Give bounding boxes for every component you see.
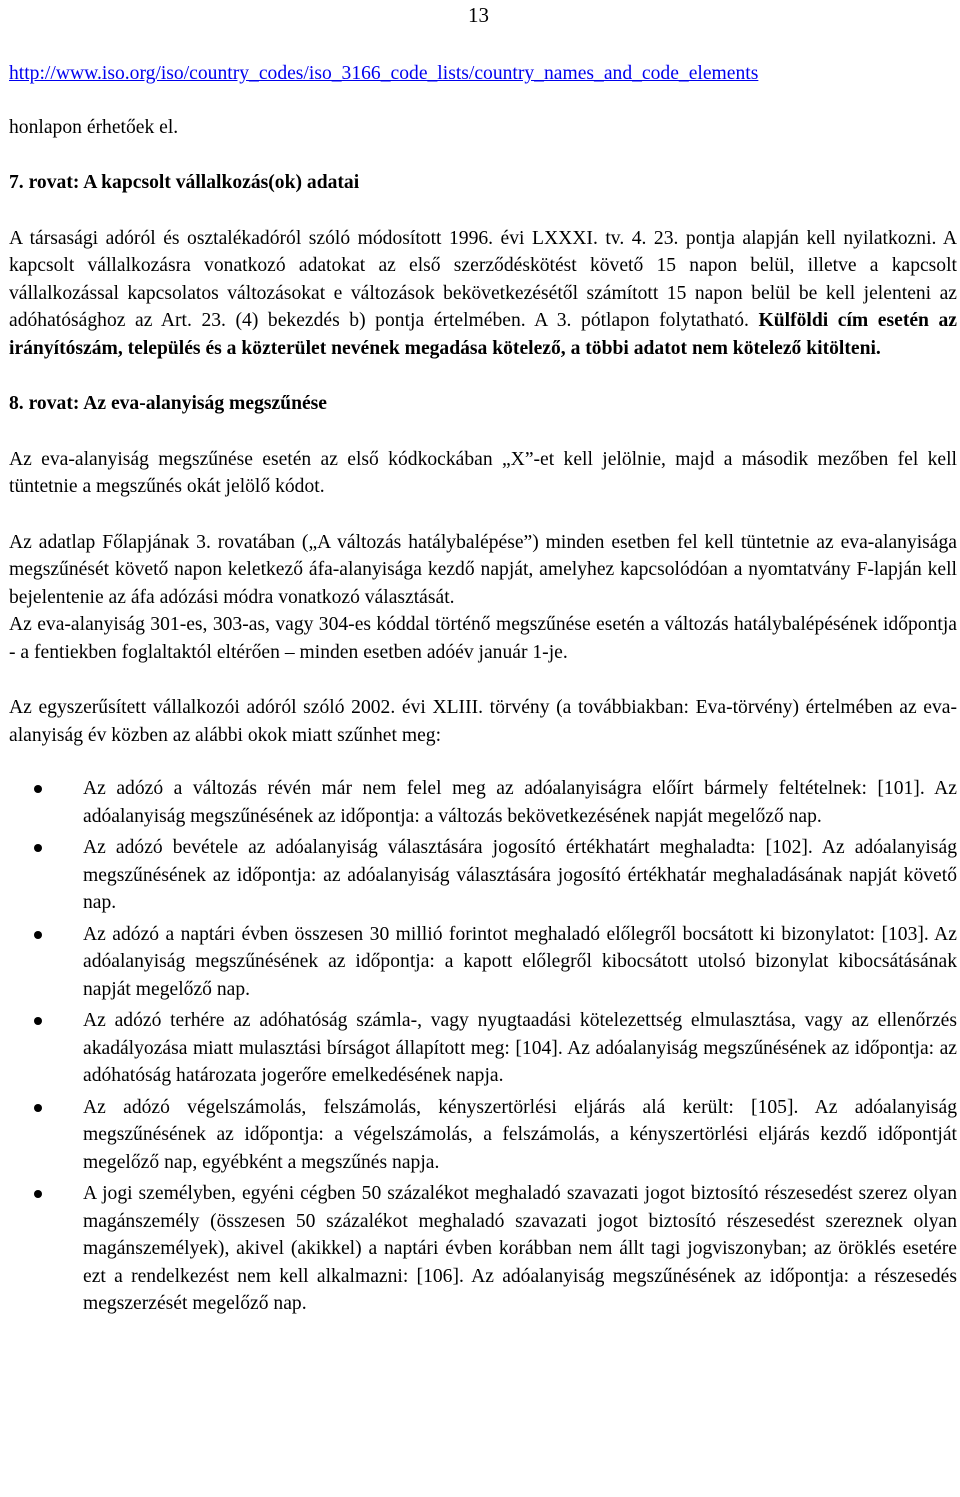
list-item-text: A jogi személyben, egyéni cégben 50 százalékot meghaladó szavazati jogot biztosító részesedést szerez olyan magánszemély (összesen 50 százalékot meghaladó szavazati jogot biztosító részesedést szereznek olyan magánszemélyek), akivel (akikkel) a naptári évben korábban nem állt tagi jogviszonyban; az öröklés esetére ezt a rendelkezést nem kell alkalmazni: [106]. Az adóalanyiság megszűnésének az időpontja: a részesedés megszerzését megelőző nap. bbox=[83, 1183, 957, 1314]
section-7-text: A társasági adóról és osztalékadóról szóló módosított 1996. évi LXXXI. tv. 4. 23. pontja alapján kell nyilatkozni. A kapcsolt vállalkozásra vonatkozó adatokat az első szerződéskötést követő 15 napon belül, illetve a kapcsolt vállalkozással kapcsolatos változásokat e változások bekövetkezésétől számított 15 napon belül be kell jelenteni az adóhatósághoz az Art. 23. (4) bekezdés b) pontja értelmében. A 3. pótlapon folytatható. bbox=[9, 227, 957, 331]
bullet-icon bbox=[34, 1190, 42, 1198]
bullet-icon bbox=[34, 1104, 42, 1112]
bullet-icon bbox=[34, 785, 42, 793]
page-content bbox=[9, 60, 957, 1322]
list-item-text: Az adózó bevétele az adóalanyiság választására jogosító értékhatárt meghaladta: [102]. Az adóalanyiság megszűnésének az időpontja: az adóalanyiság választására jogosító értékhatár meghaladásának napját követő nap. bbox=[83, 837, 957, 913]
bullet-icon bbox=[34, 844, 42, 852]
list-item bbox=[9, 834, 957, 917]
section-8-paragraph-4: Az egyszerűsített vállalkozói adóról szóló 2002. évi XLIII. törvény (a továbbiakban: Eva-törvény) értelmében az eva-alanyiság év közben az alábbi okok miatt szűnhet meg: bbox=[9, 697, 957, 746]
section-7-paragraph bbox=[9, 225, 957, 363]
list-item bbox=[9, 1094, 957, 1177]
list-item bbox=[9, 921, 957, 1004]
section-7-bold-text: Külföldi cím esetén az irányítószám, település és a közterület nevének megadása kötelező, a többi adatot nem kötelező kitölteni. bbox=[9, 310, 957, 359]
bullet-icon bbox=[34, 931, 42, 939]
list-item-text: Az adózó a naptári évben összesen 30 millió forintot meghaladó előlegről bocsátott ki bizonylatot: [103]. Az adóalanyiság megszűnésének az időpontja: a kapott előlegről kibocsátott utolsó bizonylat kibocsátásának napját megelőző nap. bbox=[83, 923, 957, 1000]
bullet-icon bbox=[34, 1017, 42, 1025]
section-8-paragraph-1: Az eva-alanyiság megszűnése esetén az első kódkockában „X”-et kell jelölnie, majd a második mezőben fel kell tüntetnie a megszűnés okát jelölő kódot. bbox=[9, 448, 957, 497]
iso-country-codes-link[interactable]: http://www.iso.org/iso/country_codes/iso_3166_code_lists/country_names_and_code_elements bbox=[9, 63, 759, 84]
list-item bbox=[9, 1007, 957, 1090]
section-8-paragraph-2: Az adatlap Főlapjának 3. rovatában („A változás hatálybalépése”) minden esetben fel kell tüntetnie az eva-alanyisága megszűnését követő napon keletkező áfa-alanyisága kezdő napját, amelyhez kapcsolódóan a nyomtatvány F-lapján kell bejelentenie az áfa adózási módra vonatkozó választását. bbox=[9, 531, 957, 608]
list-item-text: Az adózó végelszámolás, felszámolás, kényszertörlési eljárás alá került: [105]. Az adóalanyiság megszűnésének az időpontja: a végelszámolás, a felszámolás, a kényszertörlési eljárás kezdő időpontját megelőző nap, egyébként a megszűnés napja. bbox=[83, 1096, 957, 1173]
termination-reasons-list bbox=[9, 775, 957, 1318]
section-8-heading: 8. rovat: Az eva-alanyiság megszűnése bbox=[9, 393, 327, 414]
list-item-text: Az adózó terhére az adóhatóság számla-, vagy nyugtaadási kötelezettség elmulasztása, vagy az ellenőrzés akadályozása miatt mulasztási bírságot állapított meg: [104]. Az adóalanyiság megszűnésének az időpontja: az adóhatóság határozata jogerőre emelkedésének napja. bbox=[83, 1010, 957, 1086]
section-7-heading: 7. rovat: A kapcsolt vállalkozás(ok) adatai bbox=[9, 172, 360, 193]
section-8-paragraph-3: Az eva-alanyiság 301-es, 303-as, vagy 304-es kóddal történő megszűnése esetén a változás hatálybalépésének időpontja - a fentiekben foglaltaktól eltérően – minden esetben adóév január 1-je. bbox=[9, 614, 957, 663]
intro-text: honlapon érhetőek el. bbox=[9, 116, 179, 138]
list-item bbox=[9, 775, 957, 830]
page-number: 13 bbox=[468, 3, 489, 27]
list-item-text: Az adózó a változás révén már nem felel meg az adóalanyiságra előírt bármely feltételnek: [101]. Az adóalanyiság megszűnésének az időpontja: a változás bekövetkezésének napját megelőző nap. bbox=[83, 778, 957, 827]
list-item bbox=[9, 1180, 957, 1318]
